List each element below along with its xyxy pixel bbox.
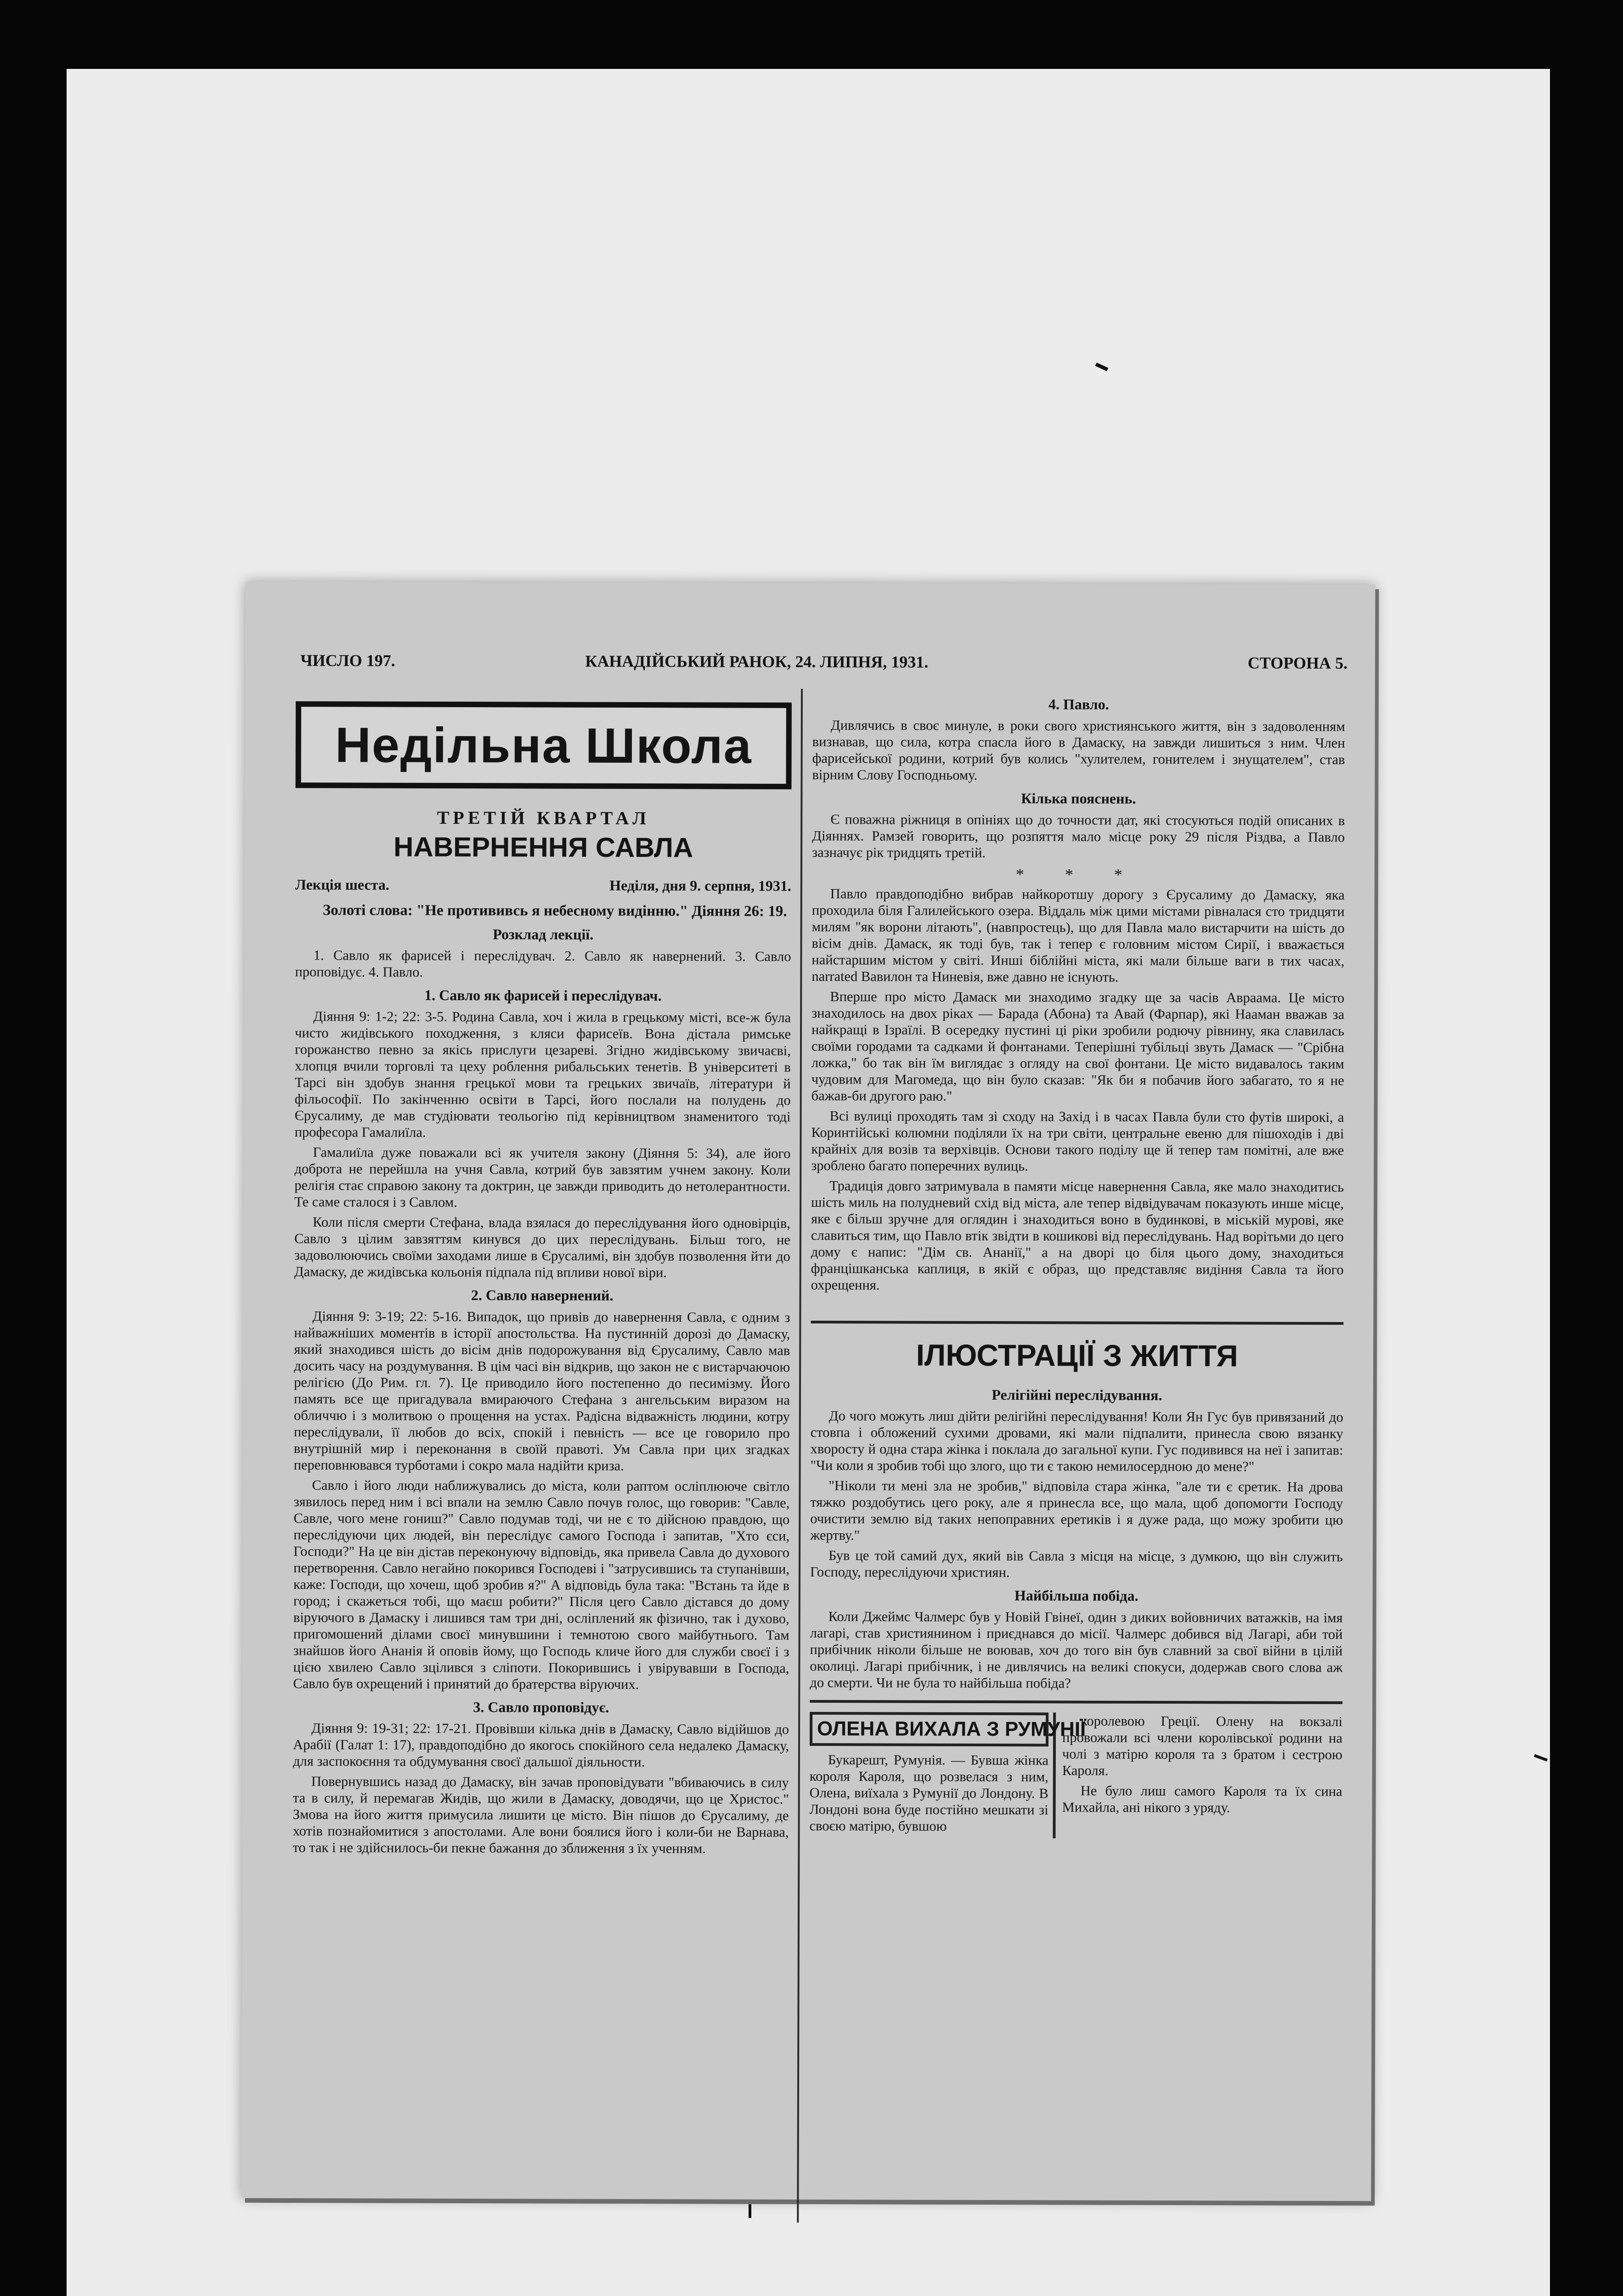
sunday-school-masthead: Недільна Школа (295, 701, 791, 789)
paragraph: Вперше про місто Дамаск ми знаходимо згадку ще за часів Авраама. Це місто знаходилось на двох ріках — Барада (Абона) та Авай (Фарпар), які Нааман вважав за найкращі в Ізраїлі. В осередку пустині ці ріки зробили родючу рівнину, яка славилась своїми городами та садками й фонтанами. Теперішні тубільці звуть Дамаск — "Срібна ложка," бо так він їм виглядає з огляду на свої фонтани. Це місто видавалось таким чудовим для Магомеда, що він було сказав: "Як би я побачив його забагато, то я не бажав-би другого раю." (811, 989, 1345, 1104)
notes-heading: Кілька пояснень. (1021, 790, 1136, 807)
section-4-heading: 4. Павло. (1048, 696, 1109, 713)
lesson-meta (295, 876, 791, 895)
lesson-title: НАВЕРНЕННЯ САВЛА (393, 831, 693, 863)
paragraph: Коли Джеймс Чалмерс був у Новій Гвінеї, один з диких войовничих ватажків, на імя лагарі, став християнином і приєднався до місії. Чалмерс добився від Лагарі, аби той прибічник ніколи більше не воював, хоч до того він був славний за свої війни в цілій околиці. Лагарі прибічник, і не дивлячись на великі спокуси, додержав свого слова аж до смерти. Чи не була то найбільша побіда? (810, 1609, 1343, 1691)
news-item (809, 1712, 1342, 1839)
paragraph: Традиція довго затримувала в памяти місце навернення Савла, яке мало знаходитись шість миль на полудневий схід від міста, але тепер відвідувачам показують инше місце, яке є більш зручне для оглядин і знаходиться воно в будинкові, в міській мурові, яке славиться тим, що Павло втік звідти в кошикові від переслідувань. Над ворітьми до цего дому є напис: "Дім св. Ананії," а на дворі цо біля цього дому, знаходиться францішканська каплиця, в якій є образ, що представляє видіння Савла та його охрещення. (811, 1178, 1344, 1293)
newspaper-page (241, 582, 1375, 2201)
paragraph: Павло правдоподібно вибрав найкоротшу дорогу з Єрусалиму до Дамаску, яка проходила біля Галилейського озера. Віддаль між цими містами рівналася сто тридцяти милям "як ворони літають", (навпростець), що для Павла мало вистарчити на шість до вісім днів. Дамаск, як тоді був, так і тепер є головним містом Сирії, і вважається найстаршим містом у світі. Инші біблійні міста, які мали більше ваги в тих часах, narrated Вавилон та Ниневія, вже давно не існують. (812, 886, 1345, 985)
page-number: СТОРОНА 5. (1247, 653, 1348, 673)
paragraph: Є поважна ріжниця в опініях що до точности дат, які стосуються подій описаних в Діяннях. Рамзей говорить, що розпяття мало місце року 29 після Різдва, а Павло зазначує рік тридцять третій. (812, 811, 1345, 861)
page-header (300, 651, 1347, 676)
news-separator (810, 1700, 1342, 1704)
paragraph: Букарешт, Румунія. — Бувша жінка короля Кароля, що розвелася з ним, Олена, виїхала з Румунії до Лондону. В Лондоні вона буде постійно мешкати зі своєю матірю, бувшою (809, 1752, 1048, 1834)
left-column (292, 687, 792, 2223)
paragraph: Савло і його люди наближувались до міста, коли раптом осліплююче світло зявилось перед ним і всі впали на землю Савло почув голос, що говорив: "Савле, Савле, чого мене гониш?" Савло подумав тоді, чи не є то дійсною правдою, що переслідуючи цих людей, він переслідує самого Господа і запитав, "Хто єси, Господи?" На це він дістав переконуючу відповідь, яка привела Савла до духового перетворення. Савло негайно покорився Господеві і "затрусившись та ступанівши, каже: Господи, що хочеш, щоб зробив я?" А відповідь була така: "Встань та йде в город; і скажеться тобі, що маєш робити?" Після цего Савло дістався до дому віруючого в Дамаску і лишився там три дні, осліплений як фізично, так і духово, пригомошений ділами своєї минувшини і темнотою свого майбутнього. Там знайшов його Ананія й оповів йому, що Господь кличе його для служби своєї і з цією хвилею Савло зцілився з сліпоти. Покорившись і увірувавши в Господа, Савло був охрещений і принятий до братерства віруючих. (293, 1477, 790, 1693)
issue-number: ЧИСЛО 197. (300, 651, 395, 670)
lesson-date: Неділя, дня 9. серпня, 1931. (609, 877, 791, 894)
paragraph: Був це той самий дух, який вів Савла з місця на місце, з думкою, що він служить Господу, переслідуючи християн. (810, 1548, 1343, 1581)
paragraph: До чого можуть лиш дійти релігійні переслідування! Коли Ян Гус був привязаний до стовпа і обложений сухими дровами, які мали підпалити, принесла свою вязанку хворосту й одна стара жінка і поклала до загальної купи. Гус подивився на неї і запитав: "Чи коли я зробив тобі що злого, що ти є такою немилосердною до мене?" (810, 1408, 1343, 1474)
right-column (808, 689, 1345, 2224)
paragraph: Дивлячись в своє минуле, в роки свого християнського життя, він з задоволенням визнавав, що сила, котра спасла його в Дамаску, на завжди лишиться з ним. Член фарисейської родини, котрий був колись "хулителем, гонителем і знущателем", став вірним Слову Господньому. (812, 717, 1345, 783)
news-title: ОЛЕНА ВИХАЛА З РУМУНІЇ (810, 1712, 1048, 1746)
plan-text: 1. Савло як фарисей і переслідувач. 2. Савло як навернений. 3. Савло проповідує. 4. Павло. (295, 947, 791, 980)
section-3-heading: 3. Савло проповідує. (473, 1699, 609, 1716)
column-divider (797, 689, 803, 2223)
golden-words: Золоті слова: "Не протививсь я небесному видінню." Діяння 26: 19. (322, 902, 787, 920)
plan-heading: Розклад лекції. (493, 926, 594, 943)
paragraph: королевою Греції. Олену на вокзалі провожали всі члени королівської родини на чолі з матірю короля та з братом і сестрою Кароля. (1062, 1713, 1343, 1778)
paragraph: Повернувшись назад до Дамаску, він зачав проповідувати "вбиваючись в силу та в силу, й перемагав Жидів, що жили в Дамаску, доводячи, що це Христос." Змова на його життя примусила лишити це місто. Він пішов до Єрусалиму, де хотів познайомитися з апостолами. Але вони боялися його і коли-би не Варнава, то так і не здійснилось-би пекне бажання до зближення з їх ученням. (293, 1773, 789, 1857)
news-right-column (1055, 1712, 1342, 1839)
paragraph: Коли після смерти Стефана, влада взялася до переслідування його одновірців, Савло з цілим завзяттям кинувся до цих переслідувань. Більш того, не задоволюючись своїми заходами лише в Єрусалимі, він здобув позволення йти до Дамаску, де жидівська кольонія підпала під впливи нової віри. (294, 1214, 791, 1281)
paragraph: Діяння 9: 3-19; 22: 5-16. Випадок, що привів до навернення Савла, є одним з найважніших моментів в історії апостольства. На пустинній дорозі до Дамаску, який знаходився шість до вісім днів подорожування від Єрусалиму, Савло мав досить часу на роздумування. В цім часі він відкрив, що закон не є вистарчаючою релігією (До Рим. гл. 7). Це приводило його постепенно до песимізму. Його память все ще пригадувала вмираючого Стефана з ангельським виразом на обличчю і з молитвою о прощення на устах. Радісна відважність людини, котру переслідували, її любов до всіх, спокій і певність — все це говорило про внутрішній мир і переконання в своїй правоті. Ум Савла при цих згадках переповнювався турботами і сокро мала надійти криза. (293, 1308, 790, 1474)
persecution-heading: Релігійні переслідування. (992, 1386, 1162, 1404)
paragraph: "Ніколи ти мені зла не зробив," відповіла стара жінка, "але ти є єретик. На дрова тяжко роздобутись цего року, але я принесла все, що мала, щоб допомогти Господу очистити землю від таких непоправних еретиків і я дуже рада, що можу зробити цю жертву." (810, 1478, 1343, 1543)
victory-heading: Найбільша побіда. (1014, 1587, 1138, 1604)
publication-date: КАНАДІЙСЬКИЙ РАНОК, 24. ЛИПНЯ, 1931. (585, 652, 929, 671)
lesson-number: Лекція шеста. (295, 876, 389, 893)
paragraph: Всі вулиці проходять там зі сходу на Захід і в часах Павла були сто футів широкі, а Коринтійські колюмни поділяли їх на три світи, центральне евеню для пішоходів і дві крайніх для возів та верхівців. Основи такого поділу ще й тепер там помітні, але вже зроблено багато поперечних вулиць. (811, 1108, 1344, 1174)
paragraph: Діяння 9: 1-2; 22: 3-5. Родина Савла, хоч і жила в грецькому місті, все-ж була чисто жидівського походження, з кляси фарисеїв. Вона дістала римське горожанство певно за якісь прислуги цезареві. Згідно жидівському звичаєві, хлопця вчили торговлі та цеху роблення рибальських тенетів. В університеті в Тарсі він здобув знання грецької мови та грецьких звичаїв, літератури й фільософії. По закінченню освіти в Тарсі, його послали на полудень до Єрусалиму, де мав студіювати теольогію під керівництвом знаменитого тоді професора Гамалиїла. (294, 1008, 791, 1140)
section-separator: * * * (1015, 865, 1141, 884)
illustrations-banner: ІЛЮСТРАЦІЇ З ЖИТТЯ (811, 1321, 1343, 1373)
paragraph: Не було лиш самого Кароля та їх сина Михайла, ані нікого з уряду. (1062, 1783, 1342, 1816)
news-left-column (809, 1712, 1086, 1838)
section-1-heading: 1. Савло як фарисей і переслідувач. (424, 986, 662, 1004)
paragraph: Гамалиїла дуже поважали всі як учителя закону (Діяння 5: 34), але його доброта не перейшла на учня Савла, котрий був завзятим учнем закону. Коли релігія стає справою закону та доктрин, це завжди приводить до нетолерантности. Те саме сталося і з Савлом. (294, 1144, 791, 1210)
section-2-heading: 2. Савло навернений. (471, 1287, 614, 1304)
paragraph: Діяння 9: 19-31; 22: 17-21. Провівши кілька днів в Дамаску, Савло відійшов до Арабії (Галат 1: 17), правдоподібно до якогось спокійного села недалеко Дамаску, для заспокоєння та обдумування своєї дальшої діяльности. (293, 1720, 789, 1770)
quarter-label: ТРЕТІЙ КВАРТАЛ (437, 807, 650, 829)
